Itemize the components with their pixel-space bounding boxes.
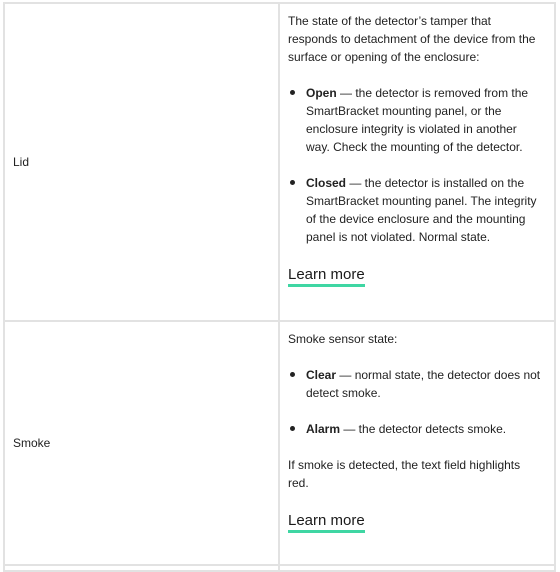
table-row-partial [4,565,555,571]
table-row-smoke [4,321,555,565]
parameter-name: Lid [13,155,30,169]
state-text: — the detector is installed on the SmartBracket mounting panel. The integrity of the device enclosure and the mounting panel is not violated. Normal state. [306,176,537,244]
parameter-description-cell [279,321,555,565]
list-item [306,174,542,246]
parameter-name-cell [4,321,279,565]
description-intro: The state of the detector’s tamper that responds to detachment of the device from the surface or opening of the enclosure: [288,14,536,64]
parameter-name: Smoke [13,436,51,450]
parameter-name-cell [4,3,279,321]
learn-more-link[interactable]: Learn more [288,266,365,287]
state-term: Closed [306,176,347,190]
state-term: Open [306,86,337,100]
empty-cell [4,565,279,571]
description-intro: Smoke sensor state: [288,332,398,346]
parameters-table [3,2,556,572]
state-text: — the detector detects smoke. [340,422,507,436]
state-list [288,366,542,438]
state-term: Clear [306,368,337,382]
parameter-description-cell [279,3,555,321]
state-term: Alarm [306,422,341,436]
list-item [306,84,542,156]
learn-more-link[interactable]: Learn more [288,512,365,533]
table-row-lid [4,3,555,321]
state-text: — normal state, the detector does not detect smoke. [306,368,541,400]
description-note: If smoke is detected, the text field highlights red. [288,458,521,490]
state-list [288,84,542,246]
list-item [306,366,542,402]
list-item [306,420,542,438]
empty-cell [279,565,555,571]
state-text: — the detector is removed from the SmartBracket mounting panel, or the enclosure integrity is violated in another way. Check the mounting of the detector. [306,86,529,154]
